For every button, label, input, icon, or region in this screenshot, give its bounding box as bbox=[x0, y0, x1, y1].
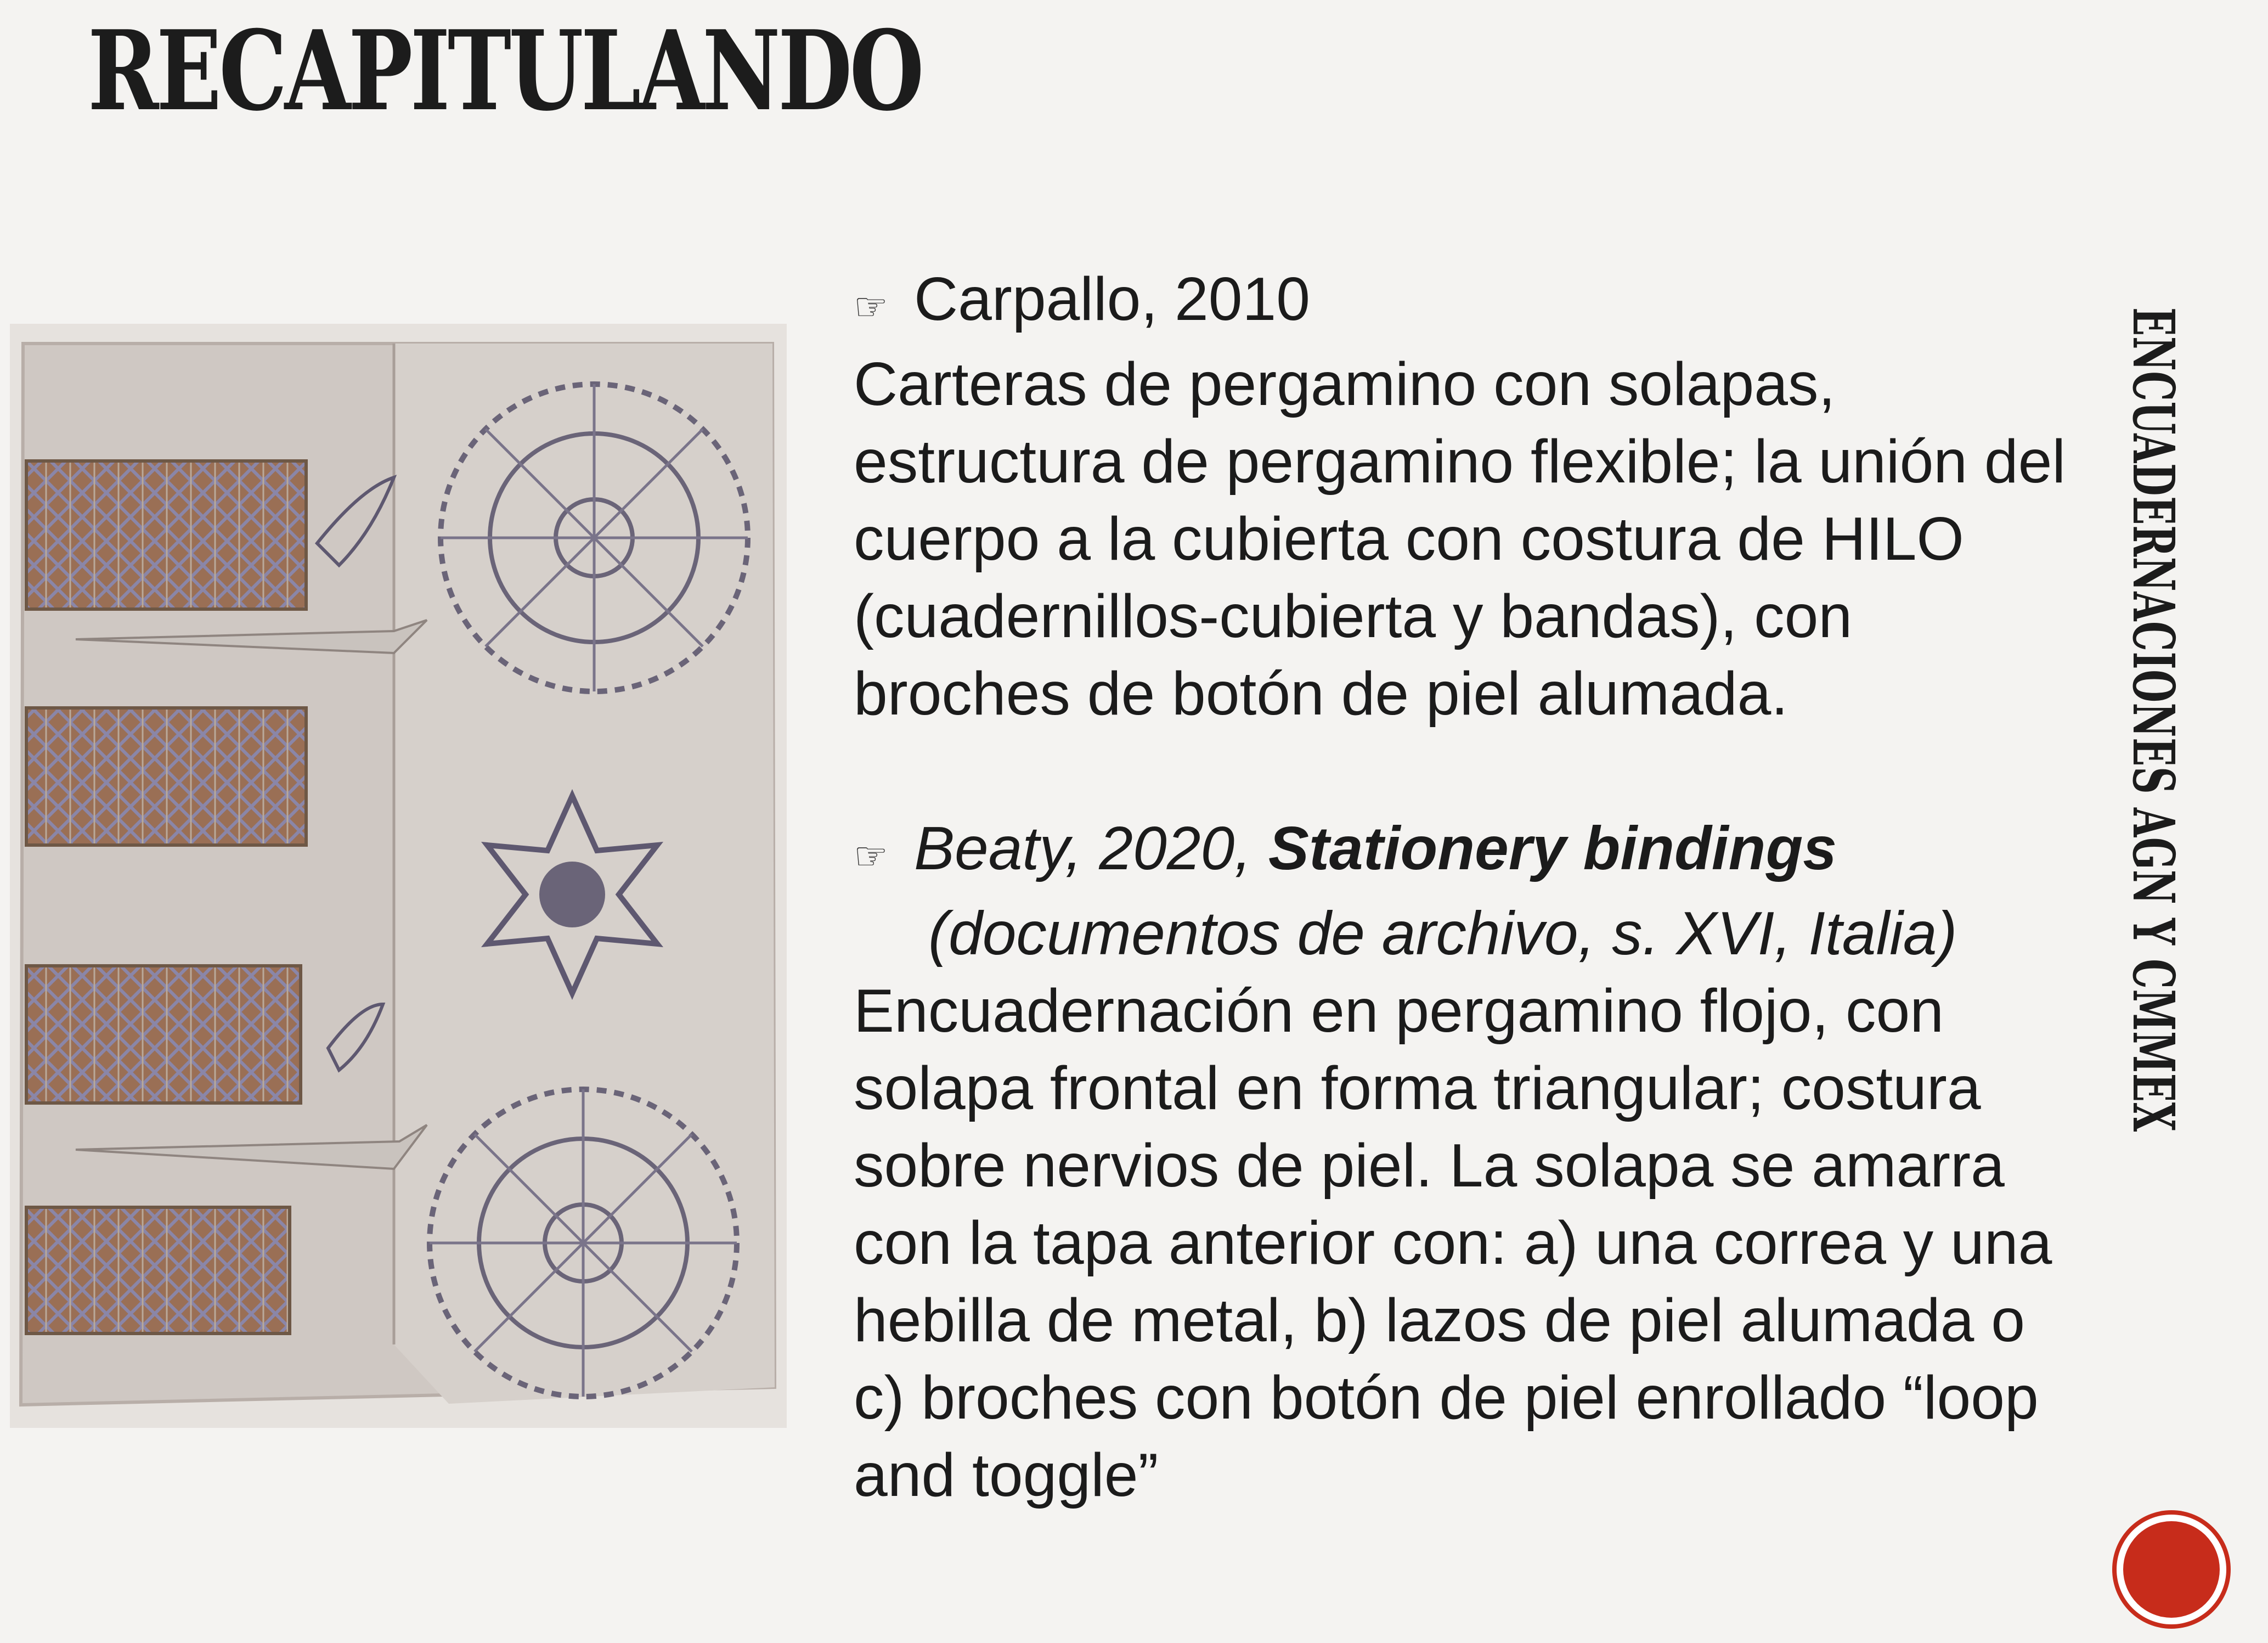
pointing-hand-icon: ☞ bbox=[854, 835, 888, 877]
entry-subheading: (documentos de archivo, s. XVI, Italia) bbox=[928, 899, 1957, 967]
vertical-side-title bbox=[2118, 307, 2189, 1240]
entry-carpallo bbox=[854, 261, 2083, 733]
entry-heading-text: Carpallo, 2010 bbox=[914, 265, 1310, 333]
slide-title: RECAPITULANDO bbox=[88, 7, 922, 136]
entry-beaty bbox=[854, 810, 2083, 1514]
entry-body: Encuadernación en pergamino flojo, con solapa frontal en forma triangular; costura sobre nervios de piel. La solapa se amarra con la tapa anterior con: a) una correa y una hebilla de metal, b) lazos de piel alumada o c) broches con botón de piel enrollado “loop and toggle” bbox=[854, 977, 2052, 1509]
entry-heading bbox=[854, 261, 2083, 346]
entry-heading-text bbox=[914, 810, 1837, 887]
entry-heading-citation: Beaty, 2020, bbox=[914, 814, 1268, 882]
vertical-side-title-text: ENCUADERNACIONES AGN Y CMMEX bbox=[2120, 307, 2187, 1132]
pointing-hand-icon: ☞ bbox=[854, 285, 888, 328]
entry-heading bbox=[854, 810, 2083, 895]
entry-body: Carteras de pergamino con solapas, estructura de pergamino flexible; la unión del cuerpo a la cubierta con costura de HILO (cuadernillos-cubierta y bandas), con broches de botón de piel alumada. bbox=[854, 350, 2066, 728]
parchment-binding-photo bbox=[10, 324, 787, 1428]
entry-heading-work: Stationery bindings bbox=[1268, 814, 1837, 882]
slide-nav-button[interactable] bbox=[2123, 1521, 2220, 1618]
text-column bbox=[854, 261, 2083, 1514]
